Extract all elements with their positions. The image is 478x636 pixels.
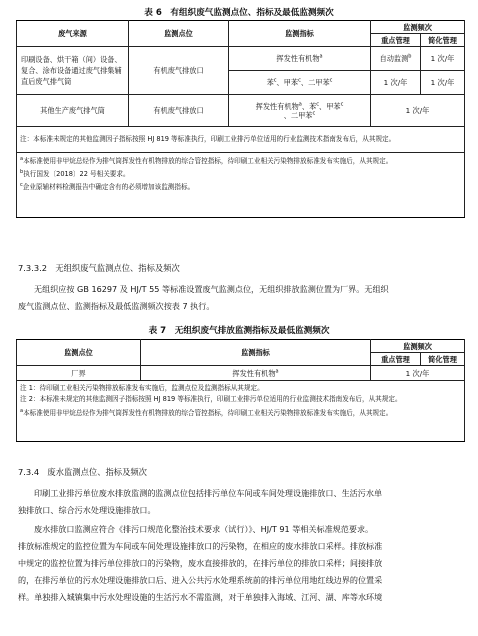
header-source: 废气来源 [17, 21, 129, 47]
header-freq: 监测频次 [371, 21, 465, 34]
section-7332-para-line1: 无组织应按 GB 16297 及 HJ/T 55 等标准设置废气监测点位，无组织排放监测位置为厂界。无组织 [34, 284, 389, 294]
row2-freq: 1 次/年 [371, 95, 465, 127]
section-734-para2-line1: 废水排放口监测应符合《排污口规范化整治技术要求（试行）》、HJ/T 91 等相关标准规范要求。 [34, 524, 374, 534]
t7-row-point: 厂界 [17, 366, 141, 381]
table7-caption: 表 7 无组织废气排放监测指标及最低监测频次 [148, 326, 330, 336]
table6-footnotes: $^a$本标准使用非甲烷总烃作为排气筒挥发性有机物排放的综合管控指标，待印刷工业相关污染物排放标准发布实施后，从其规定。 $^b$执行国发〔2018〕22 号相关要求。 $^c$企业原辅材料检测报告中确定含有的必须增加该监测指标。 [17, 153, 465, 218]
table7-notes: 注 1：待印刷工业相关污染物排放标准发布实施后，监测点位及监测指标从其规定。 注 2：本标准未规定的其他监测因子指标按照 HJ 819 等标准执行，印刷工业排污单位适用的行业监测技术指南发布后，从其规定。 $^a$本标准使用非甲烷总烃作为排气筒挥发性有机物排放的综合管控指标，待印刷工业相关污染物排放标准发布实施后，从其规定。 [17, 381, 465, 442]
row1-point: 有机废气排放口 [129, 47, 229, 95]
table6-caption: 表 6 有组织废气监测点位、指标及最低监测频次 [144, 8, 334, 18]
row1-simple-a: 1 次/年 [421, 47, 465, 71]
header-key: 重点管理 [371, 34, 421, 47]
t7-header-point: 监测点位 [17, 340, 141, 366]
row2-source: 其他生产废气排气筒 [17, 95, 129, 127]
section-734-para2-line4: 的，在排污单位的污水处理设施排放口后、进入公共污水处理系统前的排污单位用地红线边界的位置采 [18, 575, 383, 585]
section-7332-heading: 7.3.3.2 无组织废气监测点位、指标及频次 [18, 263, 180, 273]
table6-note-main: 注：本标准未规定的其他监测因子指标按照 HJ 819 等标准执行，印刷工业排污单位适用的行业监测技术指南发布后，从其规定。 [17, 127, 465, 153]
section-734-para1-line2: 独排放口、综合污水处理设施排放口。 [18, 505, 156, 515]
t7-header-simple: 简化管理 [421, 353, 465, 366]
section-734-para2-line2: 排放标准规定的监控位置为车间或车间处理设施排放口的污染物，在相应的废水排放口采样。排放标准 [18, 541, 383, 551]
section-734-para2-line5: 样。单独排入城镇集中污水处理设施的生活污水不需监测，对于单独排入海域、江河、湖、库等水环境 [18, 592, 383, 602]
header-indicator: 监测指标 [229, 21, 371, 47]
header-point: 监测点位 [129, 21, 229, 47]
row1-indicator-a: 挥发性有机物$^a$ [229, 47, 371, 71]
t7-header-key: 重点管理 [371, 353, 421, 366]
table7 [16, 339, 465, 442]
row2-indicator: 挥发性有机物$^a$、苯$^c$、甲苯$^c$ 、二甲苯$^c$ [229, 95, 371, 127]
row1-indicator-b: 苯$^c$、甲苯$^c$、二甲苯$^c$ [229, 71, 371, 95]
row1-key-b: 1 次/年 [371, 71, 421, 95]
section-734-para1-line1: 印刷工业排污单位废水排放监测的监测点位包括排污单位车间或车间处理设施排放口、生活污水单 [34, 488, 383, 498]
row1-source: 印刷设备、烘干箱（间）设备、复合、涂布设备通过废气排集辅直后废气排气筒 [17, 47, 129, 95]
t7-header-indicator: 监测指标 [141, 340, 371, 366]
t7-header-freq: 监测频次 [371, 340, 465, 353]
section-734-para2-line3: 中规定的监控位置为排污单位排放口的污染物，废水直接排放的，在排污单位的排放口采样；间接排放 [18, 558, 383, 568]
row1-key-a: 自动监测$^b$ [371, 47, 421, 71]
section-7332-para-line2: 废气监测点位、监测指标及最低监测频次按表 7 执行。 [18, 301, 215, 311]
section-734-heading: 7.3.4 废水监测点位、指标及频次 [18, 467, 147, 477]
t7-row-freq: 1 次/年 [371, 366, 465, 381]
row2-point: 有机废气排放口 [129, 95, 229, 127]
header-simple: 简化管理 [421, 34, 465, 47]
table6 [16, 20, 465, 218]
row1-simple-b: 1 次/年 [421, 71, 465, 95]
t7-row-indicator: 挥发性有机物$^a$ [141, 366, 371, 381]
